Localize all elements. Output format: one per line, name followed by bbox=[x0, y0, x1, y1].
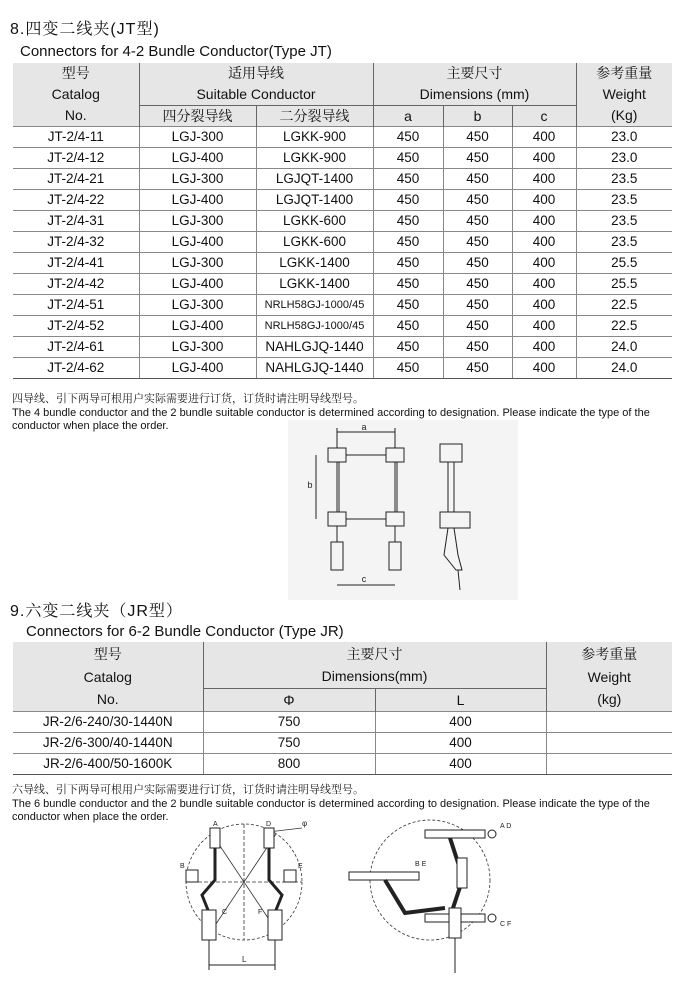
section1-title-en: Connectors for 4-2 Bundle Conductor(Type JT) bbox=[20, 43, 332, 60]
table-cell-four: LGJ-400 bbox=[139, 315, 256, 336]
table-cell-four: LGJ-300 bbox=[139, 336, 256, 357]
table-cell-no: JT-2/4-51 bbox=[13, 294, 139, 315]
section2-title-en: Connectors for 6-2 Bundle Conductor (Type JR) bbox=[26, 623, 344, 640]
table-row bbox=[13, 357, 672, 378]
jt-table-body bbox=[13, 126, 672, 378]
table-cell-a: 450 bbox=[373, 168, 443, 189]
jr-hdr-catalog-en: Catalog bbox=[13, 665, 203, 688]
table-cell-no: JT-2/4-22 bbox=[13, 189, 139, 210]
table-row bbox=[13, 336, 672, 357]
table-cell-two: LGKK-600 bbox=[256, 210, 373, 231]
jr-table-body bbox=[13, 711, 672, 774]
table-cell-w: 23.5 bbox=[576, 210, 672, 231]
table-cell-four: LGJ-400 bbox=[139, 273, 256, 294]
table-row bbox=[13, 231, 672, 252]
table-cell-phi: 750 bbox=[203, 732, 375, 753]
table-cell-no: JT-2/4-61 bbox=[13, 336, 139, 357]
table-cell-four: LGJ-300 bbox=[139, 126, 256, 147]
jr-hdr-dims-en: Dimensions(mm) bbox=[203, 665, 546, 688]
table-cell-four: LGJ-300 bbox=[139, 210, 256, 231]
jr-hdr-weight-unit: (kg) bbox=[546, 688, 672, 711]
jr-hdr-dims-cn: 主要尺寸 bbox=[203, 642, 546, 665]
diagram2-label-d: D bbox=[266, 821, 272, 828]
jt-connector-diagram bbox=[288, 420, 518, 600]
table-cell-a: 450 bbox=[373, 126, 443, 147]
table-cell-two: NAHLGJQ-1440 bbox=[256, 336, 373, 357]
table-cell-w: 23.0 bbox=[576, 147, 672, 168]
hdr-b: b bbox=[443, 105, 512, 126]
table-cell-b: 450 bbox=[443, 273, 512, 294]
jt-table bbox=[13, 63, 672, 379]
table-cell-no: JT-2/4-42 bbox=[13, 273, 139, 294]
table-cell-two: LGKK-600 bbox=[256, 231, 373, 252]
table-cell-no: JT-2/4-12 bbox=[13, 147, 139, 168]
table-row bbox=[13, 210, 672, 231]
table-cell-c: 400 bbox=[512, 294, 576, 315]
table-cell-w bbox=[546, 711, 672, 732]
table-cell-a: 450 bbox=[373, 252, 443, 273]
diagram2-label-ad: A D bbox=[500, 823, 512, 830]
table-cell-four: LGJ-400 bbox=[139, 147, 256, 168]
diagram-label-c: c bbox=[361, 574, 367, 584]
table-cell-w: 25.5 bbox=[576, 273, 672, 294]
table-cell-l: 400 bbox=[375, 711, 546, 732]
jr-hdr-l: L bbox=[375, 688, 546, 711]
section2-note-cn: 六导线、引下两导可根用户实际需要进行订货，订货时请注明导线型号。 bbox=[12, 784, 364, 796]
table-row bbox=[13, 753, 672, 774]
jr-front-diagram bbox=[172, 820, 322, 985]
table-cell-no: JR-2/6-240/30-1440N bbox=[13, 711, 203, 732]
table-row bbox=[13, 273, 672, 294]
table-cell-c: 400 bbox=[512, 273, 576, 294]
jr-table bbox=[13, 642, 672, 775]
hdr-a: a bbox=[373, 105, 443, 126]
diagram2-label-be: B E bbox=[415, 861, 427, 868]
table-cell-b: 450 bbox=[443, 126, 512, 147]
table-cell-w: 24.0 bbox=[576, 357, 672, 378]
diagram2-label-e: E bbox=[298, 863, 303, 870]
table-row bbox=[13, 252, 672, 273]
hdr-catalog-cn: 型号 bbox=[13, 63, 139, 83]
table-cell-phi: 800 bbox=[203, 753, 375, 774]
table-cell-two: LGKK-1400 bbox=[256, 273, 373, 294]
table-cell-b: 450 bbox=[443, 189, 512, 210]
table-cell-l: 400 bbox=[375, 753, 546, 774]
table-cell-no: JT-2/4-31 bbox=[13, 210, 139, 231]
table-cell-no: JT-2/4-21 bbox=[13, 168, 139, 189]
table-cell-no: JT-2/4-52 bbox=[13, 315, 139, 336]
jr-hdr-weight-en: Weight bbox=[546, 665, 672, 688]
table-cell-a: 450 bbox=[373, 315, 443, 336]
table-cell-w: 23.5 bbox=[576, 189, 672, 210]
table-cell-w: 23.5 bbox=[576, 168, 672, 189]
table-cell-no: JT-2/4-32 bbox=[13, 231, 139, 252]
diagram-label-b: b bbox=[307, 480, 313, 490]
table-cell-a: 450 bbox=[373, 210, 443, 231]
table-cell-b: 450 bbox=[443, 210, 512, 231]
table-cell-b: 450 bbox=[443, 252, 512, 273]
table-cell-two: NRLH58GJ-1000/45 bbox=[256, 294, 373, 315]
diagram2-label-f: F bbox=[258, 909, 263, 916]
table-cell-c: 400 bbox=[512, 336, 576, 357]
table-cell-b: 450 bbox=[443, 315, 512, 336]
table-cell-four: LGJ-400 bbox=[139, 189, 256, 210]
table-cell-c: 400 bbox=[512, 357, 576, 378]
table-cell-four: LGJ-400 bbox=[139, 357, 256, 378]
table-cell-two: NRLH58GJ-1000/45 bbox=[256, 315, 373, 336]
diagram2-label-a: A bbox=[213, 821, 218, 828]
table-cell-c: 400 bbox=[512, 210, 576, 231]
section1-note-cn: 四导线、引下两导可根用户实际需要进行订货，订货时请注明导线型号。 bbox=[12, 393, 364, 405]
section2-title-cn: 9.六变二线夹（JR型） bbox=[10, 603, 183, 620]
table-row bbox=[13, 732, 672, 753]
diagram2-label-l: L bbox=[242, 955, 247, 964]
table-cell-four: LGJ-300 bbox=[139, 168, 256, 189]
table-cell-a: 450 bbox=[373, 336, 443, 357]
table-cell-two: NAHLGJQ-1440 bbox=[256, 357, 373, 378]
table-cell-no: JT-2/4-41 bbox=[13, 252, 139, 273]
table-cell-b: 450 bbox=[443, 294, 512, 315]
table-cell-no: JT-2/4-62 bbox=[13, 357, 139, 378]
jr-side-diagram bbox=[345, 818, 520, 978]
table-cell-two: LGJQT-1400 bbox=[256, 168, 373, 189]
table-cell-four: LGJ-300 bbox=[139, 294, 256, 315]
table-cell-w bbox=[546, 732, 672, 753]
table-row bbox=[13, 315, 672, 336]
jr-hdr-catalog-cn: 型号 bbox=[13, 642, 203, 665]
hdr-weight-unit: (Kg) bbox=[576, 105, 672, 126]
table-row bbox=[13, 147, 672, 168]
table-cell-c: 400 bbox=[512, 231, 576, 252]
table-cell-a: 450 bbox=[373, 231, 443, 252]
section1-note-en: The 4 bundle conductor and the 2 bundle suitable conductor is determined according to designation. Please indicate the type of the conductor when place the order. bbox=[12, 407, 650, 432]
table-cell-c: 400 bbox=[512, 252, 576, 273]
hdr-catalog-en: Catalog bbox=[13, 83, 139, 105]
table-cell-two: LGJQT-1400 bbox=[256, 189, 373, 210]
hdr-weight-en: Weight bbox=[576, 83, 672, 105]
table-cell-c: 400 bbox=[512, 315, 576, 336]
table-row bbox=[13, 126, 672, 147]
section1-title-cn: 8.四变二线夹(JT型) bbox=[10, 21, 160, 38]
table-cell-w: 22.5 bbox=[576, 315, 672, 336]
table-row bbox=[13, 189, 672, 210]
table-cell-c: 400 bbox=[512, 147, 576, 168]
hdr-two-split: 二分裂导线 bbox=[256, 105, 373, 126]
table-cell-c: 400 bbox=[512, 126, 576, 147]
table-cell-b: 450 bbox=[443, 357, 512, 378]
table-row bbox=[13, 168, 672, 189]
table-cell-b: 450 bbox=[443, 231, 512, 252]
table-row bbox=[13, 294, 672, 315]
section2-note-en: The 6 bundle conductor and the 2 bundle suitable conductor is determined according to designation. Please indicate the type of the conductor when place the order. bbox=[12, 798, 650, 823]
table-cell-c: 400 bbox=[512, 168, 576, 189]
table-cell-b: 450 bbox=[443, 336, 512, 357]
table-cell-a: 450 bbox=[373, 189, 443, 210]
diagram2-label-cf: C F bbox=[500, 921, 512, 928]
hdr-conductor-en: Suitable Conductor bbox=[139, 83, 373, 105]
diagram-label-a: a bbox=[361, 422, 367, 432]
jr-hdr-catalog-no: No. bbox=[13, 688, 203, 711]
table-row bbox=[13, 711, 672, 732]
table-cell-w: 23.0 bbox=[576, 126, 672, 147]
table-cell-two: LGKK-900 bbox=[256, 126, 373, 147]
table-cell-w: 22.5 bbox=[576, 294, 672, 315]
table-cell-four: LGJ-400 bbox=[139, 231, 256, 252]
table-cell-no: JR-2/6-300/40-1440N bbox=[13, 732, 203, 753]
table-cell-w: 24.0 bbox=[576, 336, 672, 357]
hdr-c: c bbox=[512, 105, 576, 126]
table-cell-a: 450 bbox=[373, 294, 443, 315]
table-cell-two: LGKK-900 bbox=[256, 147, 373, 168]
hdr-conductor-cn: 适用导线 bbox=[139, 63, 373, 83]
table-cell-two: LGKK-1400 bbox=[256, 252, 373, 273]
table-cell-four: LGJ-300 bbox=[139, 252, 256, 273]
table-cell-phi: 750 bbox=[203, 711, 375, 732]
table-cell-b: 450 bbox=[443, 147, 512, 168]
table-cell-c: 400 bbox=[512, 189, 576, 210]
table-cell-l: 400 bbox=[375, 732, 546, 753]
table-cell-w: 25.5 bbox=[576, 252, 672, 273]
diagram2-label-c: C bbox=[222, 909, 228, 916]
table-cell-b: 450 bbox=[443, 168, 512, 189]
hdr-dims-cn: 主要尺寸 bbox=[373, 63, 576, 83]
jr-hdr-phi: Φ bbox=[203, 688, 375, 711]
hdr-weight-cn: 参考重量 bbox=[576, 63, 672, 83]
jr-hdr-weight-cn: 参考重量 bbox=[546, 642, 672, 665]
table-cell-no: JR-2/6-400/50-1600K bbox=[13, 753, 203, 774]
hdr-dims-en: Dimensions (mm) bbox=[373, 83, 576, 105]
table-cell-a: 450 bbox=[373, 273, 443, 294]
diagram2-label-b: B bbox=[180, 863, 185, 870]
table-cell-w: 23.5 bbox=[576, 231, 672, 252]
hdr-four-split: 四分裂导线 bbox=[139, 105, 256, 126]
table-cell-a: 450 bbox=[373, 357, 443, 378]
hdr-catalog-no: No. bbox=[13, 105, 139, 126]
table-cell-no: JT-2/4-11 bbox=[13, 126, 139, 147]
diagram2-label-phi: φ bbox=[302, 820, 308, 828]
table-cell-w bbox=[546, 753, 672, 774]
table-cell-a: 450 bbox=[373, 147, 443, 168]
